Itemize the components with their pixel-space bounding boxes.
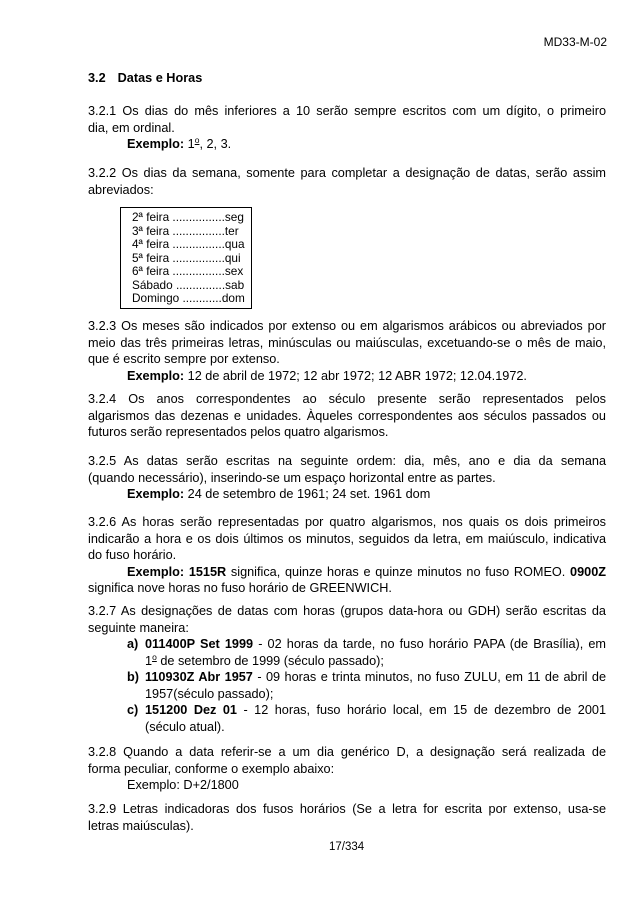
paragraph-line: (quando necessário), inserindo-se um espaço horizontal entre as partes. [88, 470, 496, 485]
list-item-line: (século atual). [145, 719, 225, 734]
dtg-code: 011400P Set 1999 [145, 637, 254, 651]
list-item-text: - 12 horas, fuso horário local, em 15 de dezembro de 2001 [243, 703, 606, 717]
paragraph-line [88, 453, 606, 470]
list-item [88, 702, 606, 735]
weekday-row: Domingo ............dom [132, 291, 245, 305]
example-text: significa, quinze horas e quinze minutos no fuso ROMEO. [230, 564, 566, 579]
paragraph-text: Letras indicadoras dos fusos horários (Se a letra for escrita por extenso, usa-se [122, 802, 606, 816]
ordinal-suffix: o [152, 651, 157, 662]
example-line [88, 564, 606, 581]
list-item-label: b) [127, 670, 139, 684]
paragraph-text: As designações de datas com horas (grupos data-hora ou GDH) serão escritas da [120, 604, 606, 618]
dtg-code: 110930Z Abr 1957 [145, 670, 253, 684]
document-code: MD33-M-02 [543, 35, 607, 49]
example-line [88, 486, 606, 503]
item-number: 3.2.5 [88, 454, 117, 468]
paragraph-line [88, 514, 606, 531]
paragraph-line: algarismos das dezenas e unidades. Àqueles correspondentes aos séculos passados ou [88, 408, 606, 423]
paragraph-line: forma peculiar, conforme o exemplo abaixo: [88, 761, 335, 776]
example-code: 1515R [188, 564, 227, 579]
section-number: 3.2 [88, 71, 106, 85]
paragraph-line: do fuso horário. [88, 548, 177, 562]
list-item-text: - 02 horas da tarde, no fuso horário PAPA (de Brasília), em [258, 637, 606, 651]
item-number: 3.2.2 [88, 166, 117, 180]
list-item-text: - 09 horas e trinta minutos, no fuso ZULU, em 11 de abril de [257, 670, 607, 684]
paragraph-3-2-1 [88, 103, 606, 153]
example-line: significa nove horas no fuso horário de GREENWICH. [88, 581, 392, 595]
paragraph-line [88, 744, 606, 761]
paragraph-line [88, 318, 606, 335]
paragraph-line: que é escrito sempre por extenso. [88, 352, 280, 366]
paragraph-line [88, 165, 606, 182]
example-text: 12 de abril de 1972; 12 abr 1972; 12 ABR 1972; 12.04.1972. [187, 368, 527, 383]
weekday-row: 2ª feira ................seg [132, 210, 244, 224]
paragraph-text: Quando a data referir-se a um dia genérico D, a designação será realizada de [123, 745, 607, 759]
weekday-row: 5ª feira ................qui [132, 250, 241, 265]
list-item-line [145, 669, 606, 686]
item-number: 3.2.6 [88, 515, 117, 529]
paragraph-3-2-2 [88, 165, 606, 198]
paragraph-line: indicarão a hora e os dois últimos os minutos, seguidos da letra, em maiúsculo, indicativa [88, 531, 606, 546]
example-label: Exemplo: [127, 564, 185, 579]
example-code: 0900Z [570, 564, 607, 579]
weekday-abbreviation-table [120, 207, 252, 309]
paragraph-3-2-4 [88, 391, 606, 441]
dtg-code: 151200 Dez 01 [145, 703, 237, 717]
ordinal-number: 1 [145, 653, 153, 668]
list-item [88, 636, 606, 669]
example-text: , 2, 3. [199, 137, 232, 151]
paragraph-line [88, 801, 606, 818]
paragraph-3-2-3 [88, 318, 606, 384]
paragraph-line: seguinte maneira: [88, 620, 189, 635]
example-label: Exemplo: [127, 487, 185, 501]
example-line: Exemplo: D+2/1800 [127, 778, 239, 792]
paragraph-line: dia, em ordinal. [88, 120, 175, 135]
example-line [88, 136, 606, 153]
item-number: 3.2.9 [88, 802, 117, 816]
paragraph-3-2-7 [88, 603, 606, 735]
paragraph-text: Os dias da semana, somente para completar a designação de datas, serão assim [121, 166, 606, 180]
list-item-label: c) [127, 703, 139, 717]
weekday-row: 6ª feira ................sex [132, 264, 244, 278]
paragraph-3-2-8 [88, 744, 606, 794]
list-item-line [145, 702, 606, 719]
item-number: 3.2.3 [88, 319, 117, 333]
list-item-line [145, 653, 606, 670]
paragraph-text: Os meses são indicados por extenso ou em algarismos arábicos ou abreviados por [121, 319, 606, 333]
item-number: 3.2.4 [88, 392, 117, 406]
list-item-line [145, 636, 606, 653]
section-title: Datas e Horas [117, 71, 203, 85]
weekday-row: Sábado ...............sab [132, 277, 245, 292]
paragraph-line: meio das três primeiras letras, minúsculas ou maiúsculas, excetuando-se o mês de maio, [88, 335, 606, 350]
paragraph-text: Os dias do mês inferiores a 10 serão sempre escritos com um dígito, o primeiro [122, 104, 606, 118]
paragraph-line: futuros serão representados pelos quatro algarismos. [88, 425, 389, 439]
weekday-row: 3ª feira ................ter [132, 223, 239, 238]
paragraph-3-2-9 [88, 801, 606, 834]
list-item-line: 1957(século passado); [145, 686, 274, 701]
example-line [88, 368, 606, 385]
paragraph-3-2-6 [88, 514, 606, 597]
paragraph-line: letras maiúsculas). [88, 818, 194, 833]
list-item-label: a) [127, 637, 139, 651]
page-number: 17/334 [329, 841, 365, 853]
example-ordinal: 1 [187, 137, 195, 151]
paragraph-text: Os anos correspondentes ao século presente serão representados pelos [128, 392, 607, 406]
list-item [88, 669, 606, 702]
paragraph-line: abreviados: [88, 182, 154, 197]
example-text: 24 de setembro de 1961; 24 set. 1961 dom [187, 487, 431, 501]
weekday-row: 4ª feira ................qua [132, 237, 245, 251]
example-label: Exemplo: [127, 368, 185, 383]
paragraph-3-2-5 [88, 453, 606, 503]
paragraph-line [88, 603, 606, 620]
paragraph-text: As horas serão representadas por quatro algarismos, nos quais os dois primeiros [121, 515, 606, 529]
item-number: 3.2.8 [88, 745, 117, 759]
section-heading [88, 70, 202, 87]
item-number: 3.2.7 [88, 604, 117, 618]
item-number: 3.2.1 [88, 104, 117, 118]
example-label: Exemplo: [127, 137, 185, 151]
list-item-text: de setembro de 1999 (século passado); [160, 653, 384, 668]
paragraph-line [88, 103, 606, 120]
paragraph-text: As datas serão escritas na seguinte ordem: dia, mês, ano e dia da semana [123, 454, 607, 468]
paragraph-line [88, 391, 606, 408]
ordinal-suffix: o [194, 135, 200, 145]
